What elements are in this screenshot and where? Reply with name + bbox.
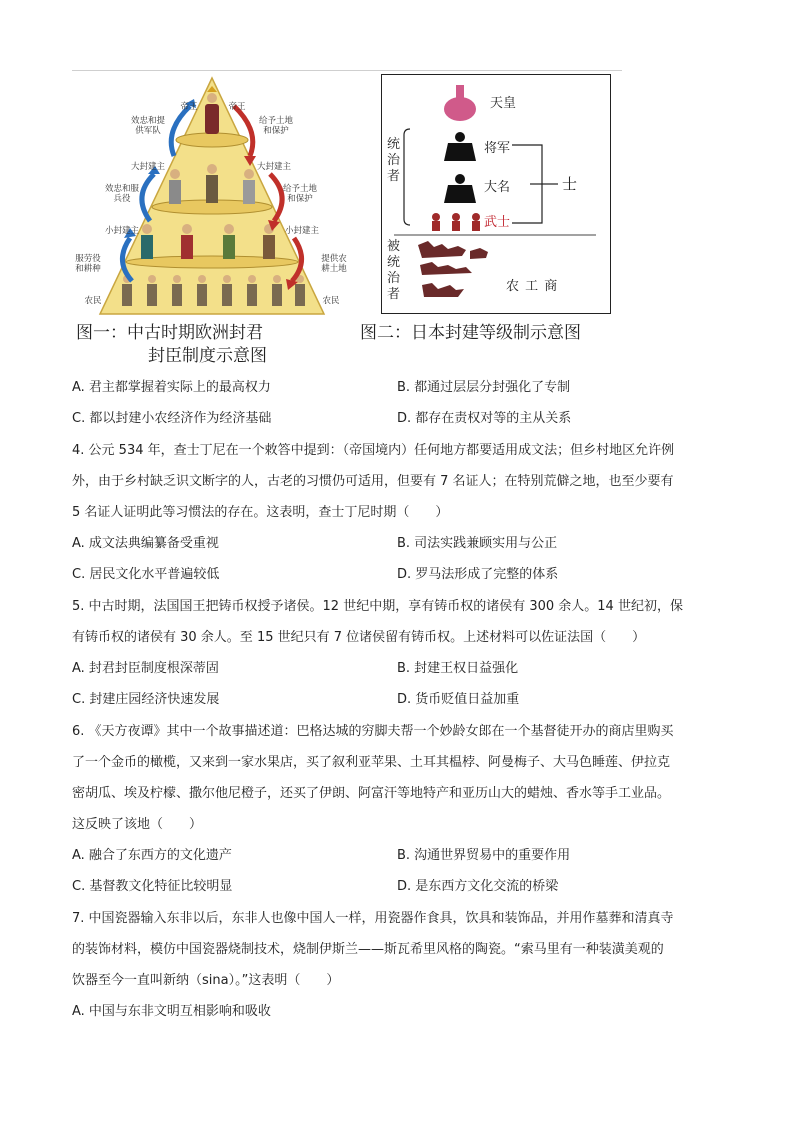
label-small-lord-right: 小封建主 [284,226,319,236]
figure1-caption-line2: 封臣制度示意图 [148,346,267,366]
label-farmland: 提供农耕土地 [321,254,347,274]
samurai-label: 武士 [484,215,511,230]
q5-option-a[interactable]: A. 封君封臣制度根深蒂固 [72,661,219,676]
q3-option-a[interactable]: A. 君主都掌握着实际上的最高权力 [72,380,271,395]
label-king-left: 帝王 [180,102,198,112]
top-rule [72,70,622,71]
shi-label: 士 [562,175,578,193]
shogun-label: 将军 [484,141,511,156]
q6-option-c[interactable]: C. 基督教文化特征比较明显 [72,879,233,894]
label-peasant-left: 农民 [84,296,102,306]
label-labor-farming: 服劳役和耕种 [75,254,101,274]
label-peasant-right: 农民 [322,296,340,306]
label-loyalty-army: 效忠和提供军队 [130,116,165,136]
figure2-caption: 图二：日本封建等级制示意图 [360,323,581,343]
figure-japan-hierarchy [381,74,611,314]
q5-option-d[interactable]: D. 货币贬值日益加重 [397,692,520,707]
q4-option-d[interactable]: D. 罗马法形成了完整的体系 [397,567,559,582]
label-land-protection-2: 给予土地和保护 [282,184,317,204]
q4-stem-line3: 5 名证人证明此等习惯法的存在。这表明，查士丁尼时期（ ） [72,505,449,520]
q7-option-a[interactable]: A. 中国与东非文明互相影响和吸收 [72,1004,271,1019]
q7-stem-line1: 7. 中国瓷器输入东非以后，东非人也像中国人一样，用瓷器作食具，饮具和装饰品，并用作墓葬和清真寺 [72,911,674,926]
commoners-label: 农 工 商 [506,279,559,294]
label-big-lord-left: 大封建主 [130,162,165,172]
q6-stem-line1: 6. 《天方夜谭》其中一个故事描述道：巴格达城的穷脚夫帮一个妙龄女郎在一个基督徒开办的商店里购买 [72,724,674,739]
q5-option-b[interactable]: B. 封建王权日益强化 [397,661,519,676]
q6-stem-line2: 了一个金币的橄榄，又来到一家水果店，买了叙利亚苹果、土耳其榅桲、阿曼梅子、大马色睡莲、伊拉克 [72,755,671,770]
figure-feudal-pyramid [72,76,352,316]
q3-option-b[interactable]: B. 都通过层层分封强化了专制 [397,380,571,395]
rulers-label: 统治者 [387,137,401,184]
q6-stem-line3: 密胡瓜、埃及柠檬、撒尔他尼橙子，还买了伊朗、阿富汗等地特产和亚历山大的蜡烛、香水等手工业品。 [72,786,671,801]
q4-option-a[interactable]: A. 成文法典编纂备受重视 [72,536,219,551]
daimyo-label: 大名 [484,180,511,195]
emperor-label: 天皇 [490,96,517,111]
q4-option-b[interactable]: B. 司法实践兼顾实用与公正 [397,536,558,551]
q7-stem-line3: 饮器至今一直叫新纳（sina）。”这表明（ ） [72,973,340,988]
figure1-caption-line1: 图一：中古时期欧洲封君 [76,323,263,343]
q6-option-b[interactable]: B. 沟通世界贸易中的重要作用 [397,848,571,863]
q6-option-a[interactable]: A. 融合了东西方的文化遗产 [72,848,232,863]
q5-option-c[interactable]: C. 封建庄园经济快速发展 [72,692,220,707]
q6-option-d[interactable]: D. 是东西方文化交流的桥梁 [397,879,559,894]
label-land-protection-1: 给予土地和保护 [258,116,293,136]
q4-stem-line2: 外，由于乡村缺乏识文断字的人，古老的习惯仍可适用，但要有 7 名证人；在特别荒僻之地，也至少要有 [72,474,674,489]
q4-stem-line1: 4. 公元 534 年，查士丁尼在一个敕答中提到：（帝国境内）任何地方都要适用成文法；但乡村地区允许例 [72,443,675,458]
label-king-right: 帝王 [228,102,246,112]
q5-stem-line2: 有铸币权的诸侯有 30 余人。至 15 世纪只有 7 位诸侯留有铸币权。上述材料可以佐证法国（ ） [72,630,646,645]
ruled-label: 被统治者 [387,239,401,302]
label-loyalty-service: 效忠和服兵役 [104,184,139,204]
q4-option-c[interactable]: C. 居民文化水平普遍较低 [72,567,220,582]
q3-option-d[interactable]: D. 都存在责权对等的主从关系 [397,411,572,426]
label-small-lord-left: 小封建主 [104,226,139,236]
label-big-lord-right: 大封建主 [256,162,291,172]
q6-stem-line4: 这反映了该地（ ） [72,817,203,832]
q5-stem-line1: 5. 中古时期，法国国王把铸币权授予诸侯。12 世纪中期，享有铸币权的诸侯有 300 余人。14 世纪初，保 [72,599,683,614]
q7-stem-line2: 的装饰材料，模仿中国瓷器烧制技术，烧制伊斯兰——斯瓦希里风格的陶瓷。“索马里有一种装潢美观的 [72,942,664,957]
q3-option-c[interactable]: C. 都以封建小农经济作为经济基础 [72,411,272,426]
